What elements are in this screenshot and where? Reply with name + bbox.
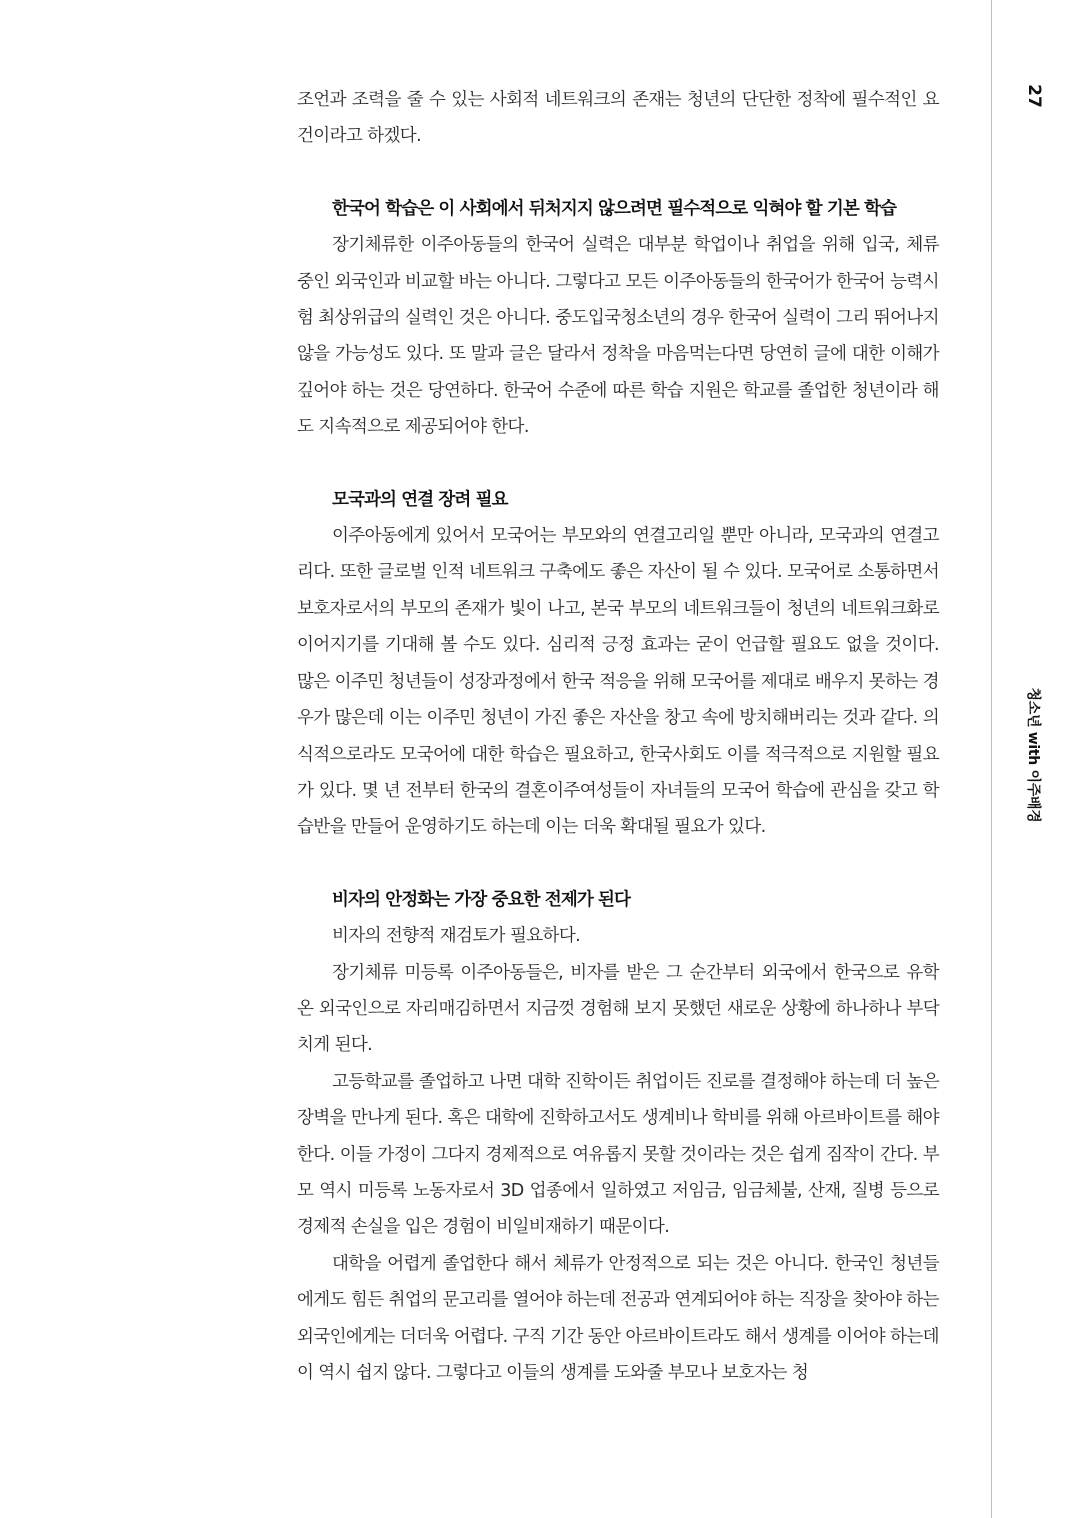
page-number: 27	[1024, 84, 1044, 108]
section-gap	[297, 155, 939, 191]
section-gap	[297, 446, 939, 482]
section-gap	[297, 846, 939, 882]
homeland-connection-paragraph: 이주아동에게 있어서 모국어는 부모와의 연결고리일 뿐만 아니라, 모국과의 연결고리다. 또한 글로벌 인적 네트워크 구축에도 좋은 자산이 될 수 있다. 모국어로 소통하면서 보호자로서의 부모의 존재가 빛이 나고, 본국 부모의 네트워크들이 청년의 네트워크화로 이어지기를 기대해 볼 수도 있다. 심리적 긍정 효과는 굳이 언급할 필요도 없을 것이다. 많은 이주민 청년들이 성장과정에서 한국 적응을 위해 모국어를 제대로 배우지 못하는 경우가 많은데 이는 이주민 청년이 가진 좋은 자산을 창고 속에 방치해버리는 것과 같다. 의식적으로라도 모국어에 대한 학습은 필요하고, 한국사회도 이를 적극적으로 지원할 필요가 있다. 몇 년 전부터 한국의 결혼이주여성들이 자녀들의 모국어 학습에 관심을 갖고 학습반을 만들어 운영하기도 하는데 이는 더욱 확대될 필요가 있다.	[297, 526, 939, 838]
korean-learning-paragraph: 장기체류한 이주아동들의 한국어 실력은 대부분 학업이나 취업을 위해 입국, 체류 중인 외국인과 비교할 바는 아니다. 그렇다고 모든 이주아동들의 한국어가 한국어 능력시험 최상위급의 실력인 것은 아니다. 중도입국청소년의 경우 한국어 실력이 그리 뛰어나지 않을 가능성도 있다. 또 말과 글은 달라서 정착을 마음먹는다면 당연히 글에 대한 이해가 깊어야 하는 것은 당연하다. 한국어 수준에 따른 학습 지원은 학교를 졸업한 청년이라 해도 지속적으로 제공되어야 한다.	[297, 235, 939, 438]
intro-paragraph: 조언과 조력을 줄 수 있는 사회적 네트워크의 존재는 청년의 단단한 정착에 필수적인 요건이라고 하겠다.	[297, 90, 939, 147]
visa-paragraph-4: 대학을 어렵게 졸업한다 해서 체류가 안정적으로 되는 것은 아니다. 한국인 청년들에게도 힘든 취업의 문고리를 열어야 하는데 전공과 연계되어야 하는 직장을 찾아야 하는 외국인에게는 더더욱 어렵다. 구직 기간 동안 아르바이트라도 해서 생계를 이어야 하는데 이 역시 쉽지 않다. 그렇다고 이들의 생계를 도와줄 부모나 보호자는 청	[297, 1253, 939, 1383]
visa-paragraph-3: 고등학교를 졸업하고 나면 대학 진학이든 취업이든 진로를 결정해야 하는데 더 높은 장벽을 만나게 된다. 혹은 대학에 진학하고서도 생계비나 학비를 위해 아르바이트를 해야 한다. 이들 가정이 그다지 경제적으로 여유롭지 못할 것이라는 것은 쉽게 짐작이 간다. 부모 역시 미등록 노동자로서 3D 업종에서 일하였고 저임금, 임금체불, 산재, 질병 등으로 경제적 손실을 입은 경험이 비일비재하기 때문이다.	[297, 1071, 939, 1238]
visa-stability-heading: 비자의 안정화는 가장 중요한 전제가 된다	[332, 889, 631, 910]
korean-learning-heading: 한국어 학습은 이 사회에서 뒤처지지 않으려면 필수적으로 익혀야 할 기본 학습	[332, 198, 897, 219]
homeland-connection-heading: 모국과의 연결 장려 필요	[332, 489, 508, 510]
side-divider-line	[991, 0, 992, 1518]
visa-paragraph-1: 비자의 전향적 재검토가 필요하다.	[332, 926, 581, 947]
body-text	[297, 82, 939, 1391]
running-title: 청소년 with 이주배경	[1025, 687, 1041, 823]
visa-paragraph-2: 장기체류 미등록 이주아동들은, 비자를 받은 그 순간부터 외국에서 한국으로 유학 온 외국인으로 자리매김하면서 지금껏 경험해 보지 못했던 새로운 상황에 하나하나 부닥치게 된다.	[297, 962, 939, 1056]
